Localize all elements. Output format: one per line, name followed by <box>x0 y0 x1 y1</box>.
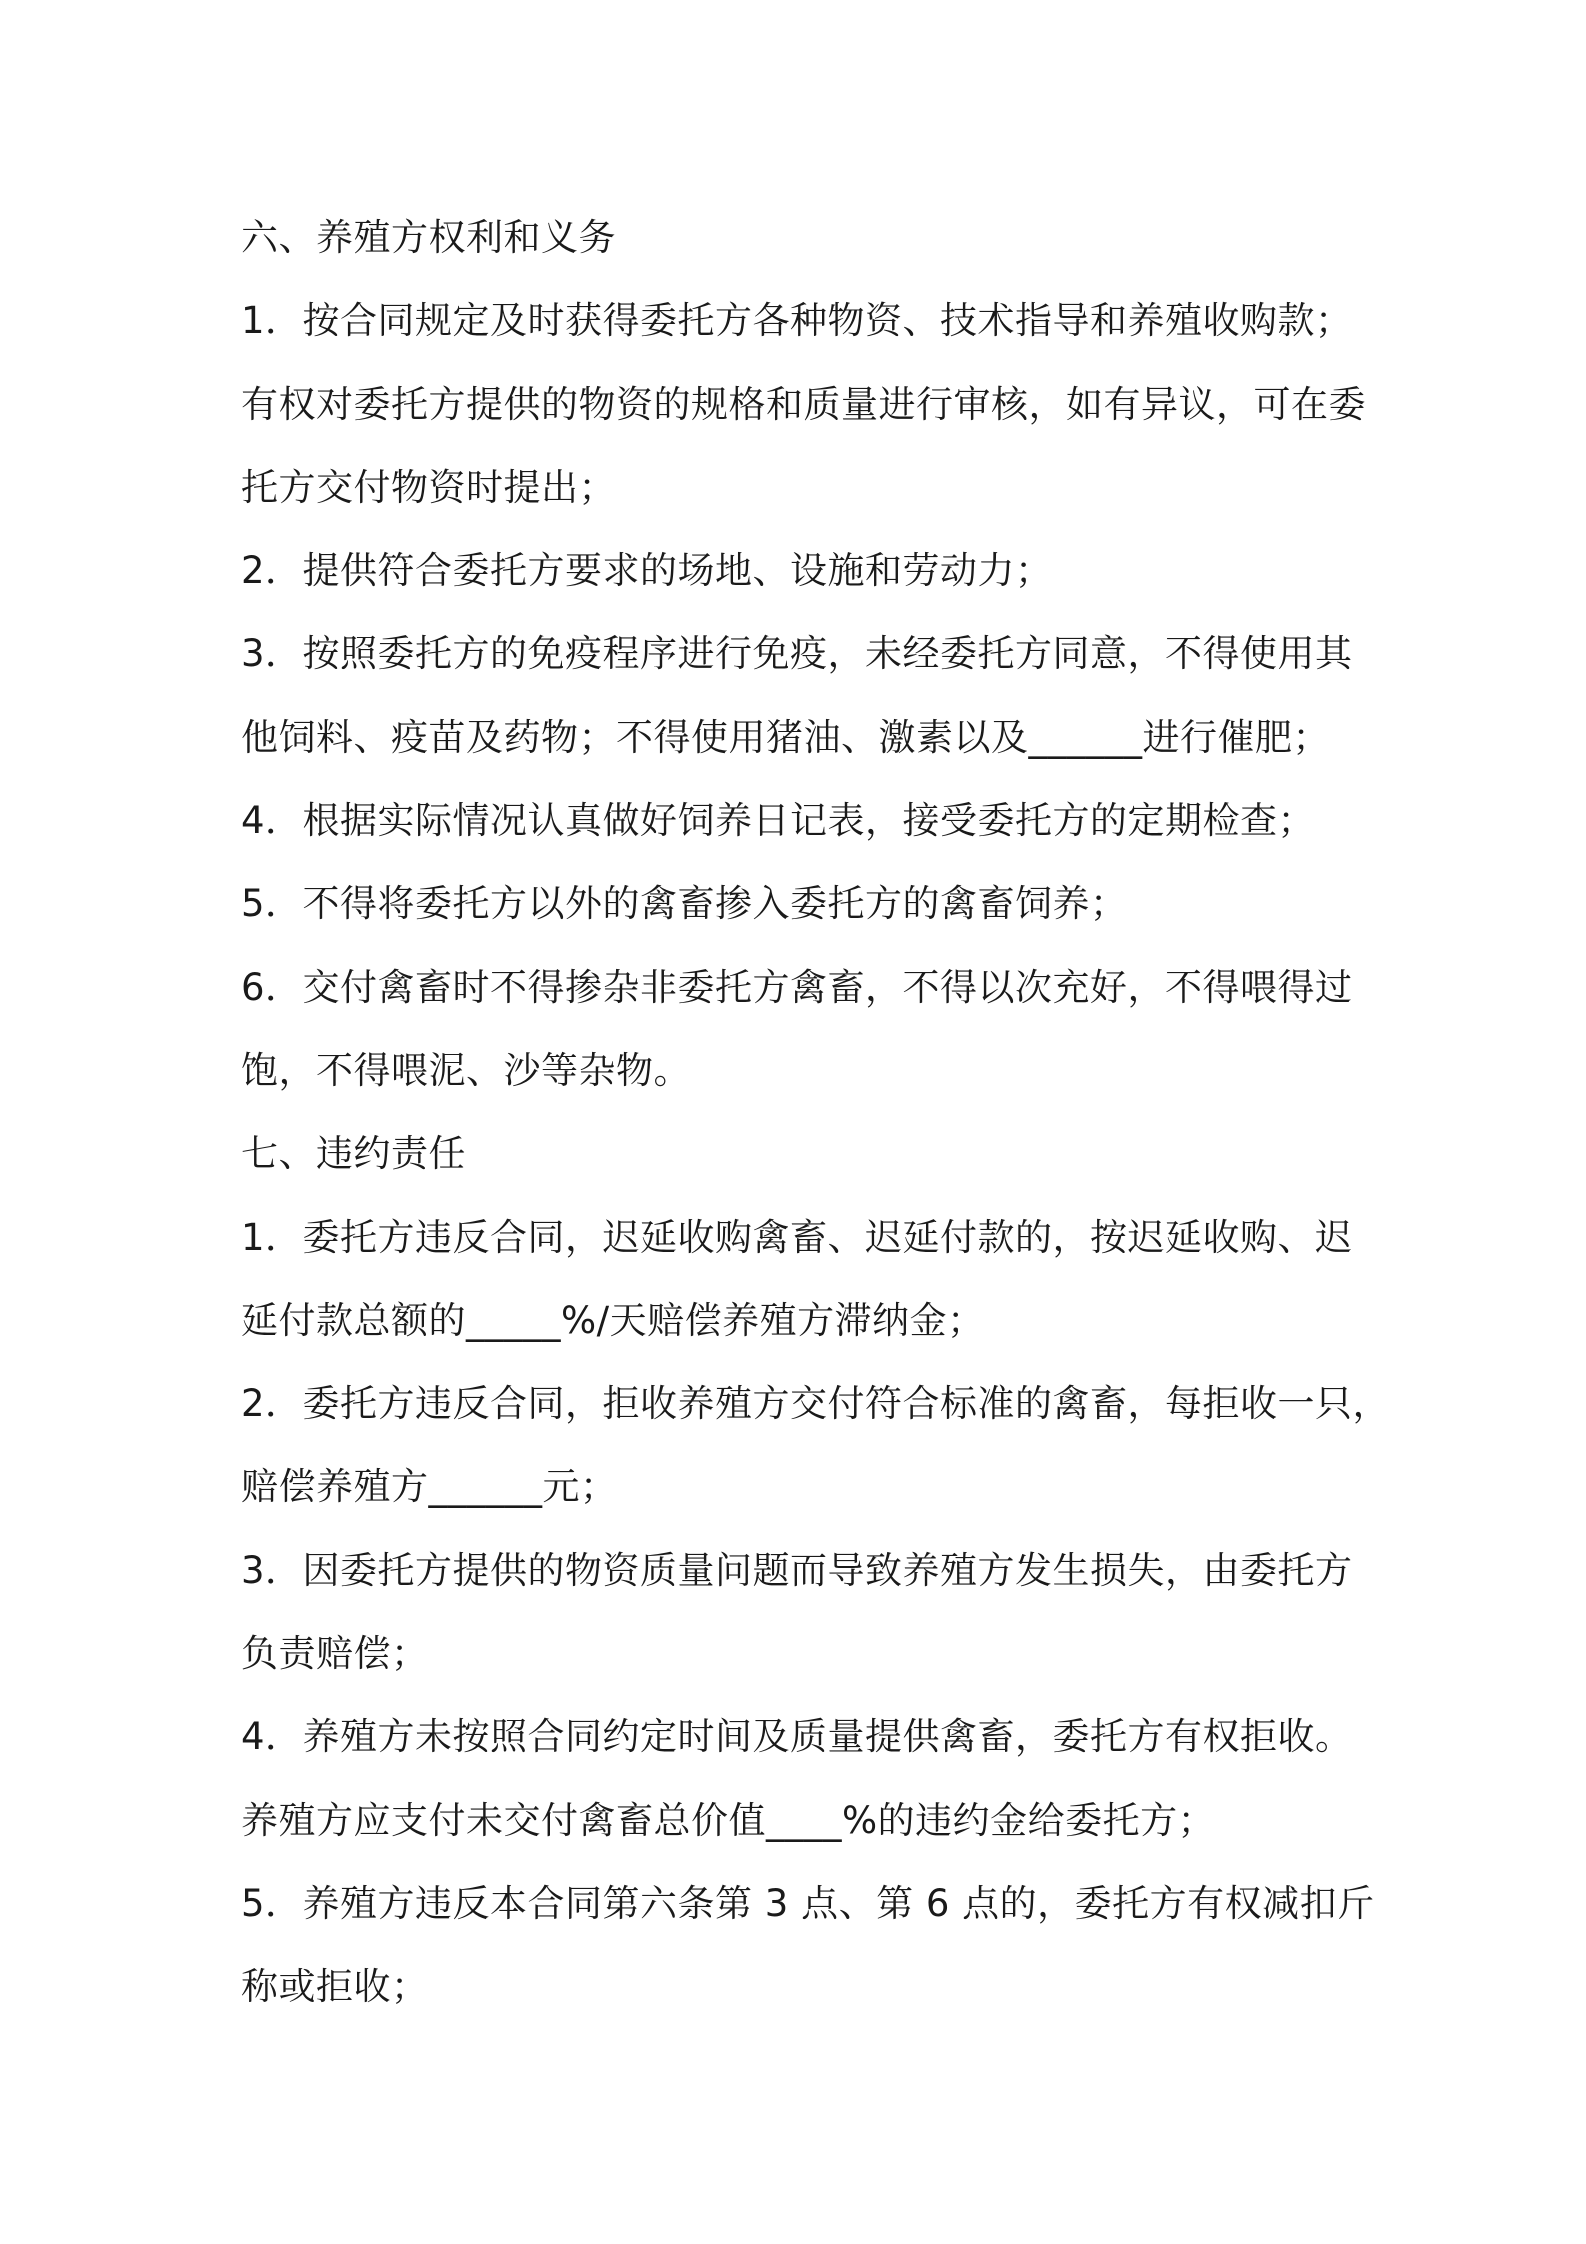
clause-7-4-continued: 养殖方应支付未交付禽畜总价值____%的违约金给委托方； <box>241 1798 1216 1842</box>
section-heading-seven: 七、违约责任 <box>241 1132 466 1176</box>
clause-6-3: 3．按照委托方的免疫程序进行免疫，未经委托方同意，不得使用其 <box>241 632 1353 676</box>
clause-7-5: 5．养殖方违反本合同第六条第 3 点、第 6 点的，委托方有权减扣斤 <box>241 1881 1375 1925</box>
document-body <box>241 196 1391 2029</box>
clause-7-2: 2．委托方违反合同，拒收养殖方交付符合标准的禽畜，每拒收一只， <box>241 1382 1391 1426</box>
clause-6-3-continued: 他饲料、疫苗及药物；不得使用猪油、激素以及______进行催肥； <box>241 715 1330 759</box>
clause-6-5: 5．不得将委托方以外的禽畜掺入委托方的禽畜饲养； <box>241 882 1128 926</box>
clause-6-6-continued: 饱，不得喂泥、沙等杂物。 <box>241 1048 691 1092</box>
clause-7-2-continued: 赔偿养殖方______元； <box>241 1465 618 1509</box>
clause-7-3: 3．因委托方提供的物资质量问题而导致养殖方发生损失，由委托方 <box>241 1548 1353 1592</box>
clause-7-1: 1．委托方违反合同，迟延收购禽畜、迟延付款的，按迟延收购、迟 <box>241 1215 1353 1259</box>
clause-6-4: 4．根据实际情况认真做好饲养日记表，接受委托方的定期检查； <box>241 799 1316 843</box>
clause-7-1-continued: 延付款总额的_____%/天赔偿养殖方滞纳金； <box>241 1298 985 1342</box>
clause-6-2: 2．提供符合委托方要求的场地、设施和劳动力； <box>241 549 1053 593</box>
clause-7-4: 4．养殖方未按照合同约定时间及质量提供禽畜，委托方有权拒收。 <box>241 1715 1353 1759</box>
clause-6-1-continued: 有权对委托方提供的物资的规格和质量进行审核，如有异议，可在委 <box>241 382 1366 426</box>
clause-6-1: 1．按合同规定及时获得委托方各种物资、技术指导和养殖收购款； <box>241 299 1353 343</box>
section-heading-six: 六、养殖方权利和义务 <box>241 216 616 259</box>
clause-7-5-continued: 称或拒收； <box>241 1965 429 2009</box>
clause-7-3-continued: 负责赔偿； <box>241 1632 429 1676</box>
clause-6-1-continued: 托方交付物资时提出； <box>241 465 616 509</box>
clause-6-6: 6．交付禽畜时不得掺杂非委托方禽畜，不得以次充好，不得喂得过 <box>241 965 1353 1009</box>
